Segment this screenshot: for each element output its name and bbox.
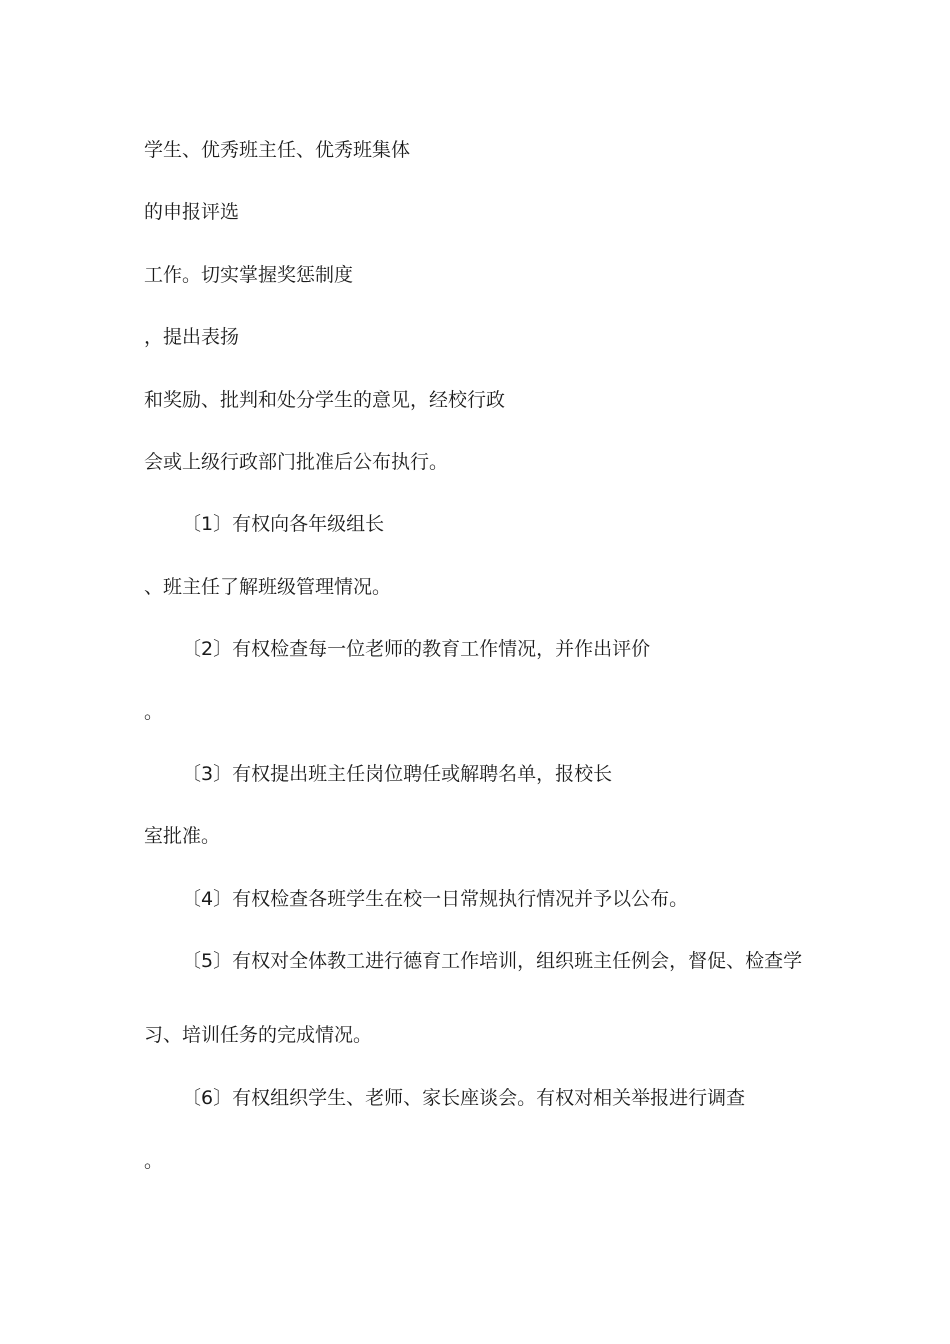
text-line: 习、培训任务的完成情况。 <box>144 1024 373 1046</box>
text-line: 和奖励、批判和处分学生的意见，经校行政 <box>144 389 506 411</box>
text-line: 会或上级行政部门批准后公布执行。 <box>144 451 449 473</box>
text-line: ，提出表扬 <box>144 326 240 348</box>
text-line: 的申报评选 <box>144 201 240 223</box>
text-line: 。 <box>144 1150 164 1172</box>
list-item-1: 〔1〕有权向各年级组长 <box>182 513 385 535</box>
text-line: 、班主任了解班级管理情况。 <box>144 576 392 598</box>
list-item-5: 〔5〕有权对全体教工进行德育工作培训，组织班主任例会，督促、检查学 <box>182 950 803 972</box>
text-line: 学生、优秀班主任、优秀班集体 <box>144 139 411 161</box>
list-item-3: 〔3〕有权提出班主任岗位聘任或解聘名单，报校长 <box>182 763 613 785</box>
list-item-6: 〔6〕有权组织学生、老师、家长座谈会。有权对相关举报进行调查 <box>182 1087 746 1109</box>
list-item-2: 〔2〕有权检查每一位老师的教育工作情况，并作出评价 <box>182 638 651 660</box>
text-line: 工作。切实掌握奖惩制度 <box>144 264 354 286</box>
text-line: 。 <box>144 701 164 723</box>
text-line: 室批准。 <box>144 825 221 847</box>
list-item-4: 〔4〕有权检查各班学生在校一日常规执行情况并予以公布。 <box>182 888 689 910</box>
